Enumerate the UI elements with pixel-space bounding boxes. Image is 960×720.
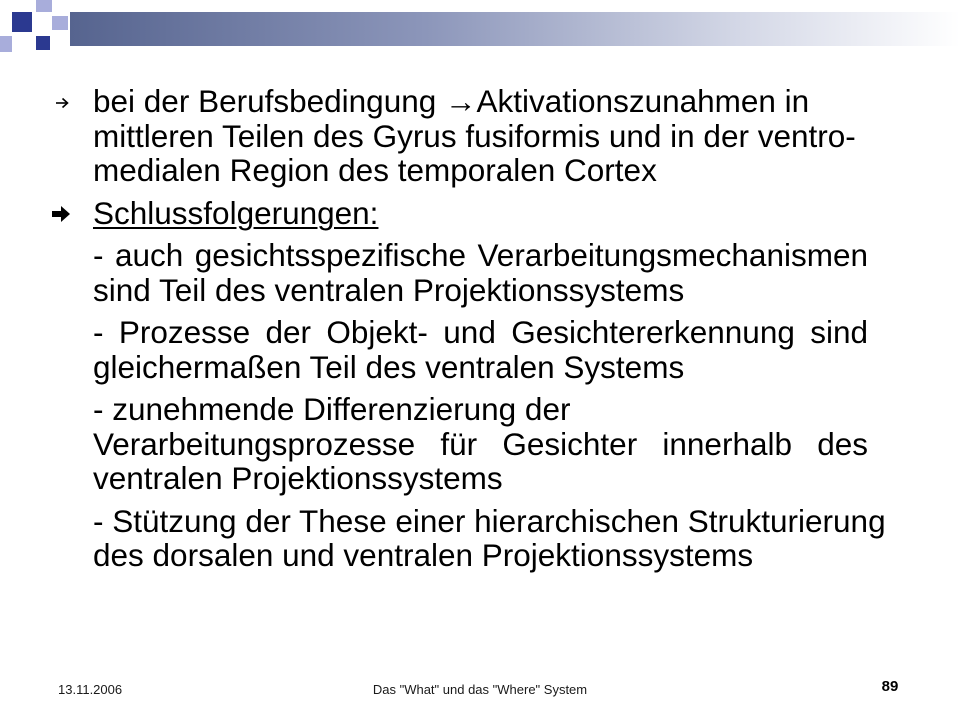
section-heading: Schlussfolgerungen:	[93, 194, 379, 231]
paragraph-schlussfolgerungen	[93, 196, 868, 231]
paragraph-line: - zunehmende Differenzierung der	[93, 391, 571, 427]
paragraph-berufsbedingung	[93, 84, 868, 188]
paragraph-line: des dorsalen und ventralen Projektionssystems	[93, 537, 754, 573]
decorative-square-navy	[12, 12, 32, 32]
thin-right-arrow-icon	[55, 97, 69, 109]
paragraph-line: - Stützung der These einer hierarchischen Strukturierung	[93, 502, 886, 539]
decorative-square-lavender	[36, 0, 52, 12]
paragraph-line: Verarbeitungsprozesse für Gesichter innerhalb des	[93, 425, 868, 462]
slide-body	[93, 83, 886, 573]
paragraph-line: - auch gesichtsspezifische Verarbeitungsmechanismen	[93, 237, 868, 273]
paragraph-conclusion-4	[93, 502, 886, 573]
paragraph-line: sind Teil des ventralen Projektionssystems	[93, 271, 685, 308]
bold-right-arrow-icon	[52, 206, 70, 222]
header-gradient-bar	[70, 12, 960, 46]
footer-date: 13.11.2006	[58, 682, 123, 697]
paragraph-line: ventralen Projektionssystems	[93, 460, 503, 496]
paragraph-conclusion-2	[93, 315, 868, 384]
decorative-square-lavender	[52, 16, 68, 30]
paragraph-line: mittleren Teilen des Gyrus fusiformis und in der ventro-	[93, 117, 856, 154]
decorative-square-navy	[36, 36, 50, 50]
paragraph-conclusion-1	[93, 238, 868, 307]
paragraph-line: - Prozesse der Objekt- und Gesichtererkennung sind	[93, 314, 868, 350]
paragraph-conclusion-3	[93, 392, 868, 496]
decorative-square-lavender	[0, 36, 12, 52]
heading-line	[93, 196, 868, 231]
paragraph-line: gleichermaßen Teil des ventralen Systems	[93, 348, 685, 385]
page-number: 89	[881, 678, 899, 695]
paragraph-line: medialen Region des temporalen Cortex	[93, 152, 657, 188]
footer-title: Das "What" und das "Where" System	[372, 682, 588, 697]
paragraph-line: bei der Berufsbedingung →Aktivationszunahmen in	[93, 83, 810, 119]
